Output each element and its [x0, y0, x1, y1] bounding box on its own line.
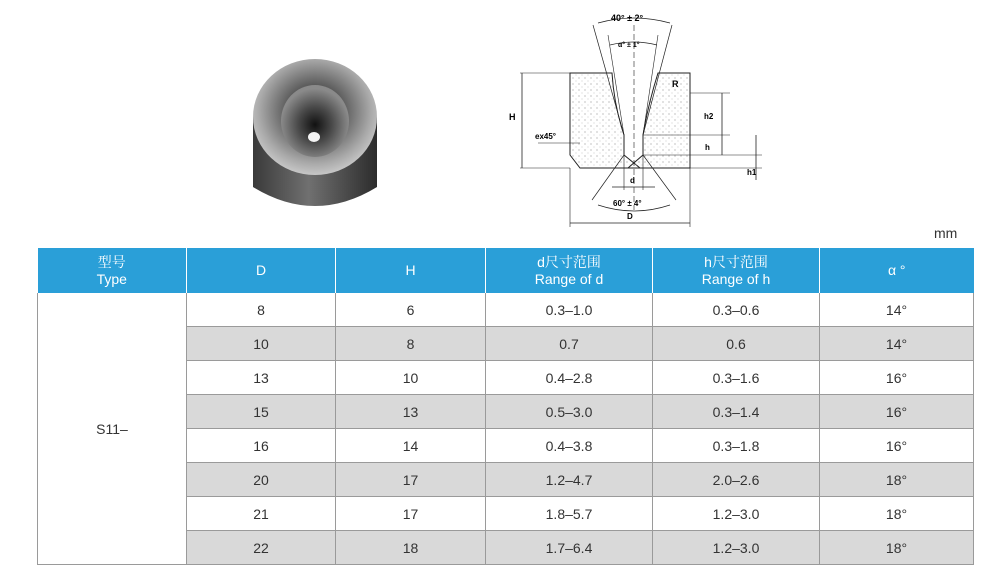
- cell-D: 15: [187, 395, 336, 429]
- cell-alpha: 18°: [820, 497, 974, 531]
- cell-d-range: 1.8–5.7: [486, 497, 653, 531]
- cell-d-range: 0.7: [486, 327, 653, 361]
- d-label: d: [630, 176, 635, 185]
- cell-alpha: 16°: [820, 429, 974, 463]
- unit-label: mm: [934, 225, 958, 241]
- cell-H: 18: [336, 531, 486, 565]
- cell-alpha: 16°: [820, 395, 974, 429]
- cell-h-range: 0.3–1.8: [653, 429, 820, 463]
- outer-angle-label: 40° ± 2°: [611, 13, 644, 23]
- header-h-range: h尺寸范围 Range of h: [653, 248, 820, 293]
- D-label: D: [627, 212, 633, 221]
- inner-angle-label: α° ± 1°: [618, 42, 640, 49]
- cell-h-range: 1.2–3.0: [653, 497, 820, 531]
- cell-D: 16: [187, 429, 336, 463]
- cell-D: 21: [187, 497, 336, 531]
- type-cell: S11–: [38, 293, 187, 565]
- cell-d-range: 0.3–1.0: [486, 293, 653, 327]
- header-alpha: α °: [820, 248, 974, 293]
- R-label: R: [672, 79, 679, 89]
- bottom-angle-label: 60° ± 4°: [613, 199, 642, 208]
- H-label: H: [509, 112, 516, 122]
- cell-D: 8: [187, 293, 336, 327]
- cell-alpha: 18°: [820, 531, 974, 565]
- cell-h-range: 2.0–2.6: [653, 463, 820, 497]
- cell-H: 10: [336, 361, 486, 395]
- cell-H: 17: [336, 497, 486, 531]
- cell-alpha: 14°: [820, 293, 974, 327]
- product-photo: [250, 55, 380, 215]
- cell-H: 13: [336, 395, 486, 429]
- header-H: H: [336, 248, 486, 293]
- cell-h-range: 0.3–1.4: [653, 395, 820, 429]
- cell-H: 17: [336, 463, 486, 497]
- cell-d-range: 0.4–3.8: [486, 429, 653, 463]
- cell-H: 14: [336, 429, 486, 463]
- table-row: [38, 293, 974, 327]
- header-type: 型号 Type: [38, 248, 187, 293]
- cell-h-range: 0.3–1.6: [653, 361, 820, 395]
- cell-alpha: 14°: [820, 327, 974, 361]
- cross-section-diagram: [500, 5, 780, 230]
- cell-alpha: 18°: [820, 463, 974, 497]
- header-D: D: [187, 248, 336, 293]
- cell-h-range: 0.6: [653, 327, 820, 361]
- h2-label: h2: [704, 112, 714, 121]
- cell-h-range: 1.2–3.0: [653, 531, 820, 565]
- h-label: h: [705, 143, 710, 152]
- cell-H: 6: [336, 293, 486, 327]
- spec-table: [37, 248, 974, 565]
- cell-D: 13: [187, 361, 336, 395]
- cell-d-range: 1.7–6.4: [486, 531, 653, 565]
- cell-H: 8: [336, 327, 486, 361]
- cell-D: 22: [187, 531, 336, 565]
- cell-h-range: 0.3–0.6: [653, 293, 820, 327]
- cell-alpha: 16°: [820, 361, 974, 395]
- cell-D: 20: [187, 463, 336, 497]
- cell-D: 10: [187, 327, 336, 361]
- cell-d-range: 0.5–3.0: [486, 395, 653, 429]
- cell-d-range: 1.2–4.7: [486, 463, 653, 497]
- h1-label: h1: [747, 168, 757, 177]
- table-header-row: [38, 248, 974, 293]
- chamfer-label: ex45°: [535, 132, 556, 141]
- cell-d-range: 0.4–2.8: [486, 361, 653, 395]
- header-d-range: d尺寸范围 Range of d: [486, 248, 653, 293]
